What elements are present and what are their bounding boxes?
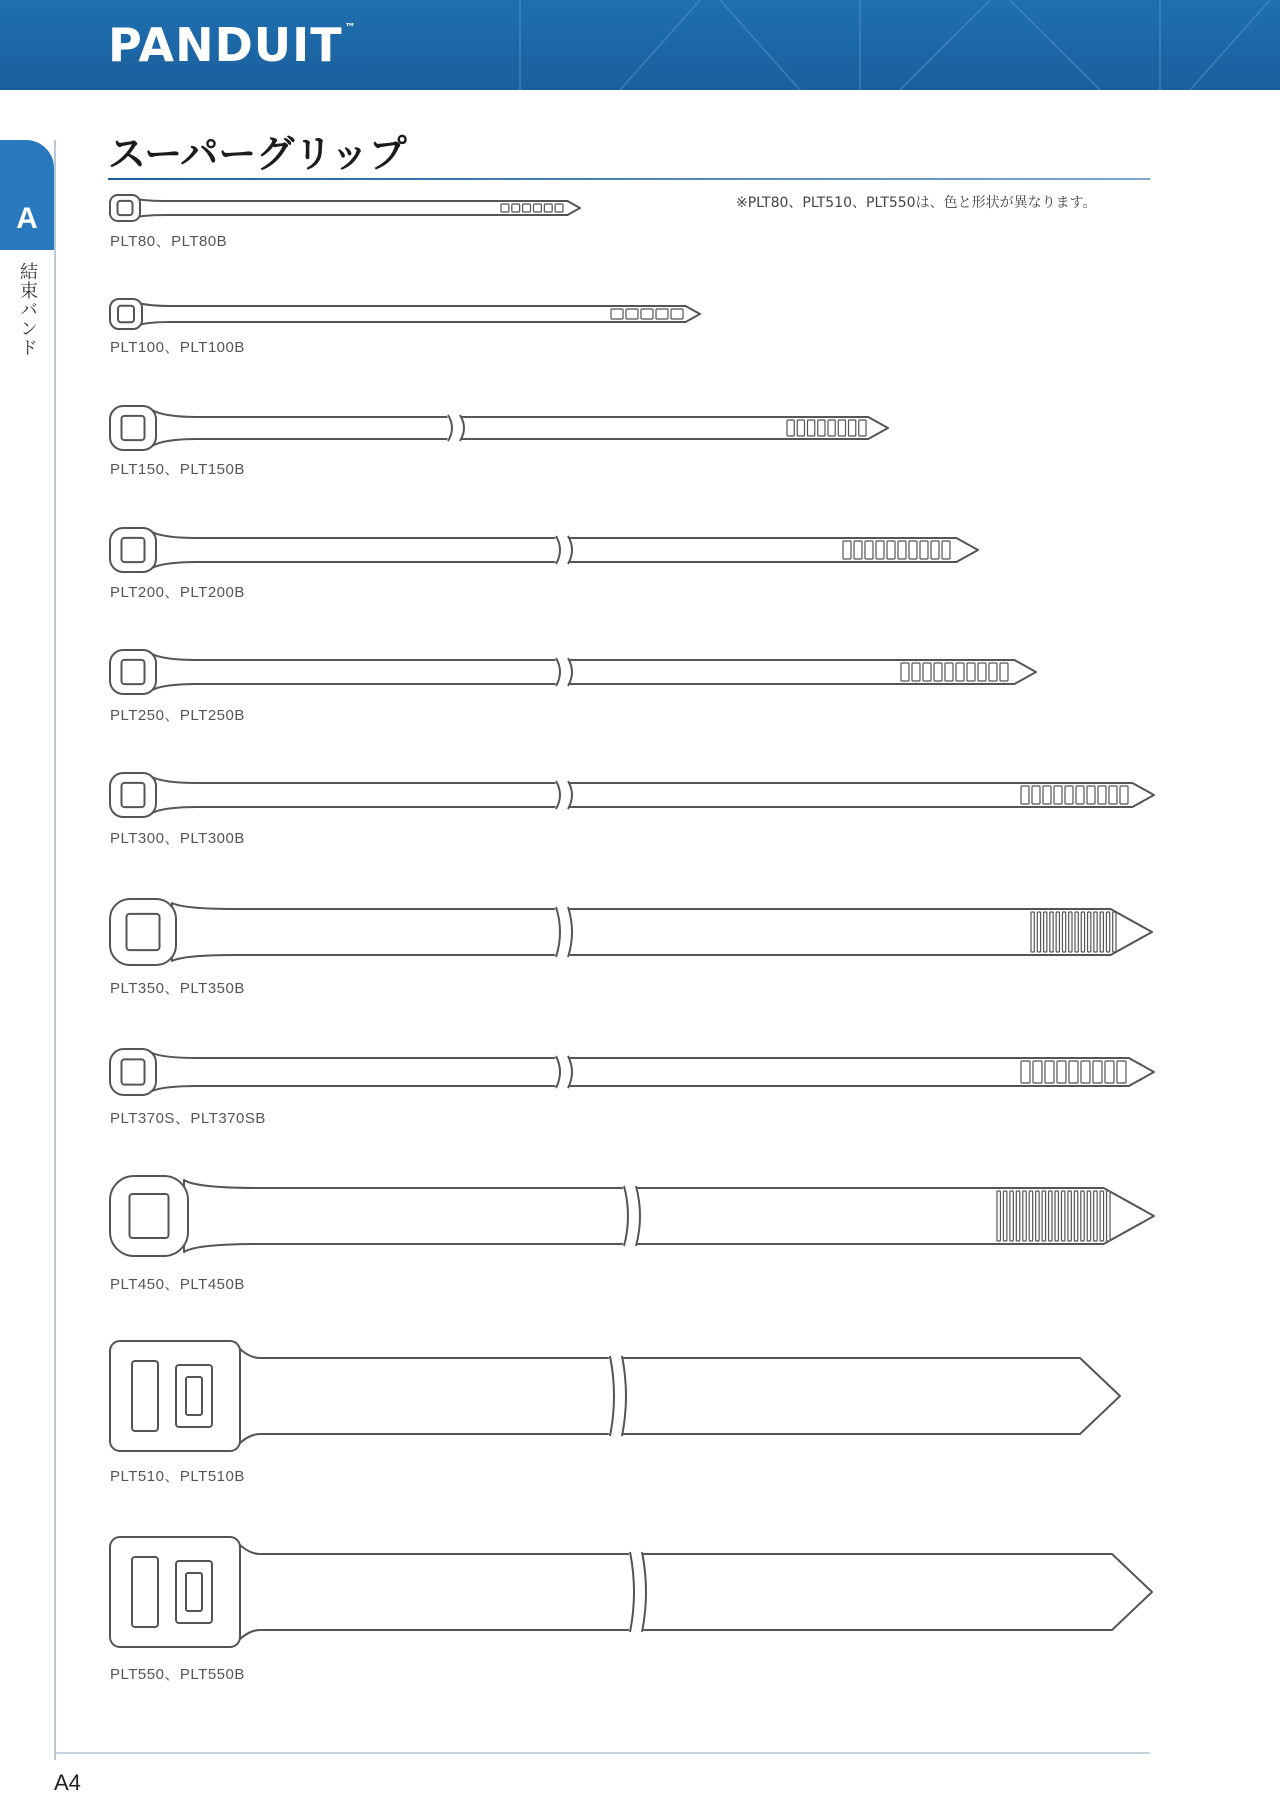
tie-serration bbox=[1037, 912, 1040, 952]
tie-head-slot bbox=[122, 783, 145, 807]
tie-serration bbox=[1021, 1061, 1030, 1083]
tie-serration bbox=[1069, 1061, 1078, 1083]
tie-serration bbox=[1081, 1191, 1084, 1241]
tie-serration bbox=[1055, 1191, 1058, 1241]
tie-serration bbox=[1100, 1191, 1103, 1241]
tie-label-plt80: PLT80、PLT80B bbox=[110, 233, 228, 250]
tie-band bbox=[184, 1180, 1154, 1252]
tie-serration bbox=[1057, 1061, 1066, 1083]
tie-head-slot bbox=[130, 1194, 169, 1238]
tie-label-plt370s: PLT370S、PLT370SB bbox=[110, 1110, 266, 1127]
tie-serration bbox=[626, 309, 638, 319]
tie-label-plt450: PLT450、PLT450B bbox=[110, 1276, 245, 1293]
tie-label-plt300: PLT300、PLT300B bbox=[110, 830, 245, 847]
tie-serration bbox=[1120, 786, 1128, 804]
tie-serration bbox=[1050, 912, 1053, 952]
tie-serration bbox=[818, 420, 825, 436]
tie-serration bbox=[1098, 786, 1106, 804]
tie-serration bbox=[1087, 786, 1095, 804]
tie-serration bbox=[1074, 1191, 1077, 1241]
tie-serration bbox=[1094, 1191, 1097, 1241]
tie-head-slot bbox=[122, 660, 145, 684]
tie-serration bbox=[1117, 1061, 1126, 1083]
tie-serration bbox=[523, 204, 531, 212]
tie-serration bbox=[1023, 1191, 1026, 1241]
tie-serration bbox=[989, 663, 997, 681]
tie-label-plt250: PLT250、PLT250B bbox=[110, 707, 245, 724]
tie-serration bbox=[1088, 912, 1091, 952]
tie-serration bbox=[1113, 912, 1116, 952]
tie-serration bbox=[1061, 1191, 1064, 1241]
footer-rule bbox=[56, 1752, 1150, 1754]
tie-head-slot bbox=[118, 201, 133, 215]
tie-serration bbox=[945, 663, 953, 681]
tie-serration bbox=[967, 663, 975, 681]
section-label: 結束バンド bbox=[17, 262, 38, 357]
tie-serration bbox=[1065, 786, 1073, 804]
page-title: スーパーグリップ bbox=[108, 132, 407, 176]
tie-head-slot bbox=[118, 306, 134, 323]
tie-band bbox=[236, 1541, 1152, 1643]
tie-serration bbox=[876, 541, 884, 559]
tie-serration bbox=[1029, 1191, 1032, 1241]
tie-serration bbox=[1016, 1191, 1019, 1241]
tie-serration bbox=[849, 420, 856, 436]
tie-serration bbox=[1049, 1191, 1052, 1241]
tie-serration bbox=[956, 663, 964, 681]
tie-serration bbox=[1100, 912, 1103, 952]
tie-serration bbox=[1105, 1061, 1114, 1083]
tie-serration bbox=[1069, 912, 1072, 952]
tie-serration bbox=[931, 541, 939, 559]
tie-serration bbox=[1106, 912, 1109, 952]
tie-serration bbox=[1010, 1191, 1013, 1241]
page-note: ※PLT80、PLT510、PLT550は、色と形状が異なります。 bbox=[736, 195, 1097, 211]
tie-serration bbox=[1032, 786, 1040, 804]
page-number: A4 bbox=[54, 1770, 81, 1795]
tie-serration bbox=[898, 541, 906, 559]
tie-head-slot bbox=[122, 1059, 145, 1084]
tie-band bbox=[152, 1053, 1154, 1091]
tie-serration bbox=[1076, 786, 1084, 804]
tie-serration bbox=[1003, 1191, 1006, 1241]
tie-serration bbox=[1043, 786, 1051, 804]
tie-serration bbox=[1062, 912, 1065, 952]
tie-serration bbox=[887, 541, 895, 559]
tie-band bbox=[172, 903, 1152, 961]
tie-serration bbox=[828, 420, 835, 436]
tie-serration bbox=[1031, 912, 1034, 952]
tie-serration bbox=[656, 309, 668, 319]
tie-serration bbox=[1068, 1191, 1071, 1241]
tie-serration bbox=[1044, 912, 1047, 952]
tie-serration bbox=[942, 541, 950, 559]
tie-serration bbox=[544, 204, 552, 212]
tie-head-slot bbox=[127, 914, 160, 950]
tie-serration bbox=[797, 420, 804, 436]
tie-serration bbox=[641, 309, 653, 319]
tie-serration bbox=[1033, 1061, 1042, 1083]
tie-serration bbox=[1094, 912, 1097, 952]
tie-serration bbox=[997, 1191, 1000, 1241]
tie-head-slot bbox=[132, 1361, 158, 1431]
tie-serration bbox=[611, 309, 623, 319]
tie-serration bbox=[920, 541, 928, 559]
tie-serration bbox=[501, 204, 509, 212]
tie-serration bbox=[534, 204, 542, 212]
tie-band bbox=[152, 777, 1154, 813]
tie-serration bbox=[901, 663, 909, 681]
tie-label-plt200: PLT200、PLT200B bbox=[110, 584, 245, 601]
tie-serration bbox=[1093, 1061, 1102, 1083]
tie-label-plt510: PLT510、PLT510B bbox=[110, 1468, 245, 1485]
tie-serration bbox=[1042, 1191, 1045, 1241]
tie-serration bbox=[1056, 912, 1059, 952]
tie-serration bbox=[1054, 786, 1062, 804]
tie-head-slot bbox=[122, 538, 145, 562]
tie-serration bbox=[671, 309, 683, 319]
panduit-logo: PANDUIT ™ bbox=[108, 18, 356, 72]
tie-serration bbox=[1081, 912, 1084, 952]
tie-serration bbox=[1109, 786, 1117, 804]
tie-serration bbox=[1087, 1191, 1090, 1241]
tie-label-plt150: PLT150、PLT150B bbox=[110, 461, 245, 478]
tie-serration bbox=[808, 420, 815, 436]
tie-serration bbox=[909, 541, 917, 559]
tie-label-plt350: PLT350、PLT350B bbox=[110, 980, 245, 997]
section-letter: A bbox=[16, 202, 38, 235]
tie-band bbox=[236, 1345, 1120, 1447]
tie-head-pawl bbox=[186, 1573, 202, 1611]
tie-serration bbox=[934, 663, 942, 681]
tie-serration bbox=[854, 541, 862, 559]
tie-serration bbox=[1036, 1191, 1039, 1241]
tie-serration bbox=[1021, 786, 1029, 804]
tie-serration bbox=[843, 541, 851, 559]
tie-label-plt100: PLT100、PLT100B bbox=[110, 339, 245, 356]
tie-serration bbox=[838, 420, 845, 436]
tie-head-slot bbox=[122, 416, 145, 440]
tie-head-pawl bbox=[186, 1377, 202, 1415]
tie-head-slot bbox=[132, 1557, 158, 1627]
tie-label-plt550: PLT550、PLT550B bbox=[110, 1666, 245, 1683]
tie-serration bbox=[978, 663, 986, 681]
tie-serration bbox=[512, 204, 520, 212]
tie-serration bbox=[912, 663, 920, 681]
tie-serration bbox=[787, 420, 794, 436]
tie-serration bbox=[865, 541, 873, 559]
tie-serration bbox=[1045, 1061, 1054, 1083]
tie-serration bbox=[1075, 912, 1078, 952]
tie-serration bbox=[555, 204, 563, 212]
tie-serration bbox=[1000, 663, 1008, 681]
tie-serration bbox=[923, 663, 931, 681]
tie-serration bbox=[859, 420, 866, 436]
tie-serration bbox=[1107, 1191, 1110, 1241]
tie-band bbox=[152, 410, 888, 446]
tie-serration bbox=[1081, 1061, 1090, 1083]
